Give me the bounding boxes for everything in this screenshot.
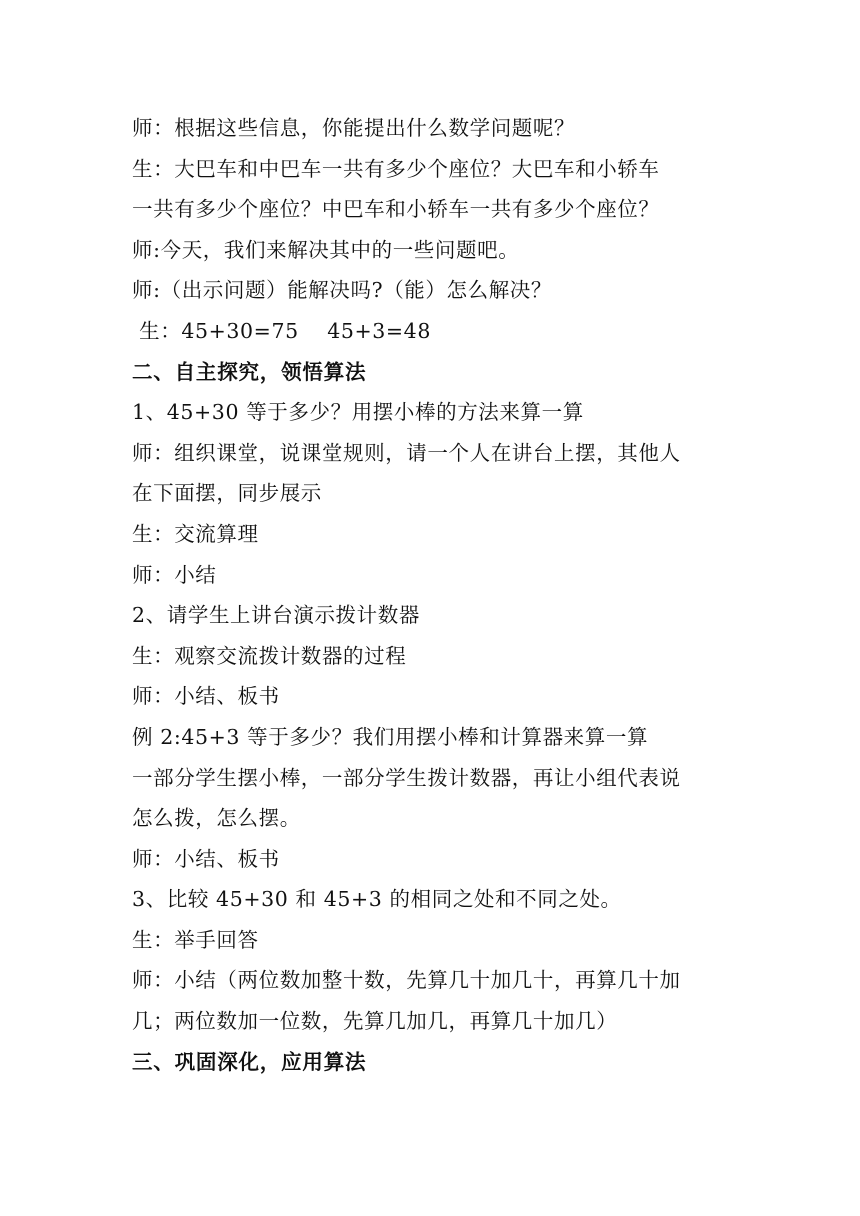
section-heading: 三、巩固深化，应用算法	[132, 1049, 367, 1074]
text-line: 师：小结（两位数加整十数，先算几十加几十，再算几十加	[132, 968, 681, 993]
text-line: 例 2:45+3 等于多少？我们用摆小棒和计算器来算一算	[132, 724, 649, 749]
text-line: 在下面摆，同步展示	[132, 481, 322, 506]
text-line: 师：小结	[132, 562, 217, 587]
text-line: 师:（出示问题）能解决吗?（能）怎么解决？	[132, 278, 552, 303]
text-line: 师：根据这些信息，你能提出什么数学问题呢？	[132, 116, 576, 140]
document-body	[132, 108, 732, 1082]
text-line: 几；两位数加一位数，先算几加几，再算几十加几）	[132, 1009, 618, 1034]
section-heading: 二、自主探究，领悟算法	[132, 359, 367, 384]
text-line: 2、请学生上讲台演示拨计数器	[132, 603, 420, 628]
text-line: 1、45+30 等于多少？用摆小棒的方法来算一算	[132, 400, 584, 425]
text-line: 生：观察交流拨计数器的过程	[132, 643, 407, 668]
text-line: 生：交流算理	[132, 521, 259, 546]
text-line: 师：小结、板书	[132, 846, 280, 871]
text-line: 一部分学生摆小棒，一部分学生拨计数器，再让小组代表说	[132, 765, 681, 790]
text-line: 生：举手回答	[132, 927, 259, 952]
text-line: 生：大巴车和中巴车一共有多少个座位？大巴车和小轿车	[132, 156, 660, 181]
text-line: 3、比较 45+30 和 45+3 的相同之处和不同之处。	[132, 887, 622, 912]
text-line: 怎么拨，怎么摆。	[132, 806, 301, 831]
text-line: 生：45+30=75 45+3=48	[132, 318, 431, 343]
text-line: 师：小结、板书	[132, 684, 280, 709]
text-line: 一共有多少个座位？中巴车和小轿车一共有多少个座位？	[132, 197, 660, 222]
text-line: 师：组织课堂，说课堂规则，请一个人在讲台上摆，其他人	[132, 440, 681, 465]
text-line: 师:今天，我们来解决其中的一些问题吧。	[132, 237, 520, 262]
